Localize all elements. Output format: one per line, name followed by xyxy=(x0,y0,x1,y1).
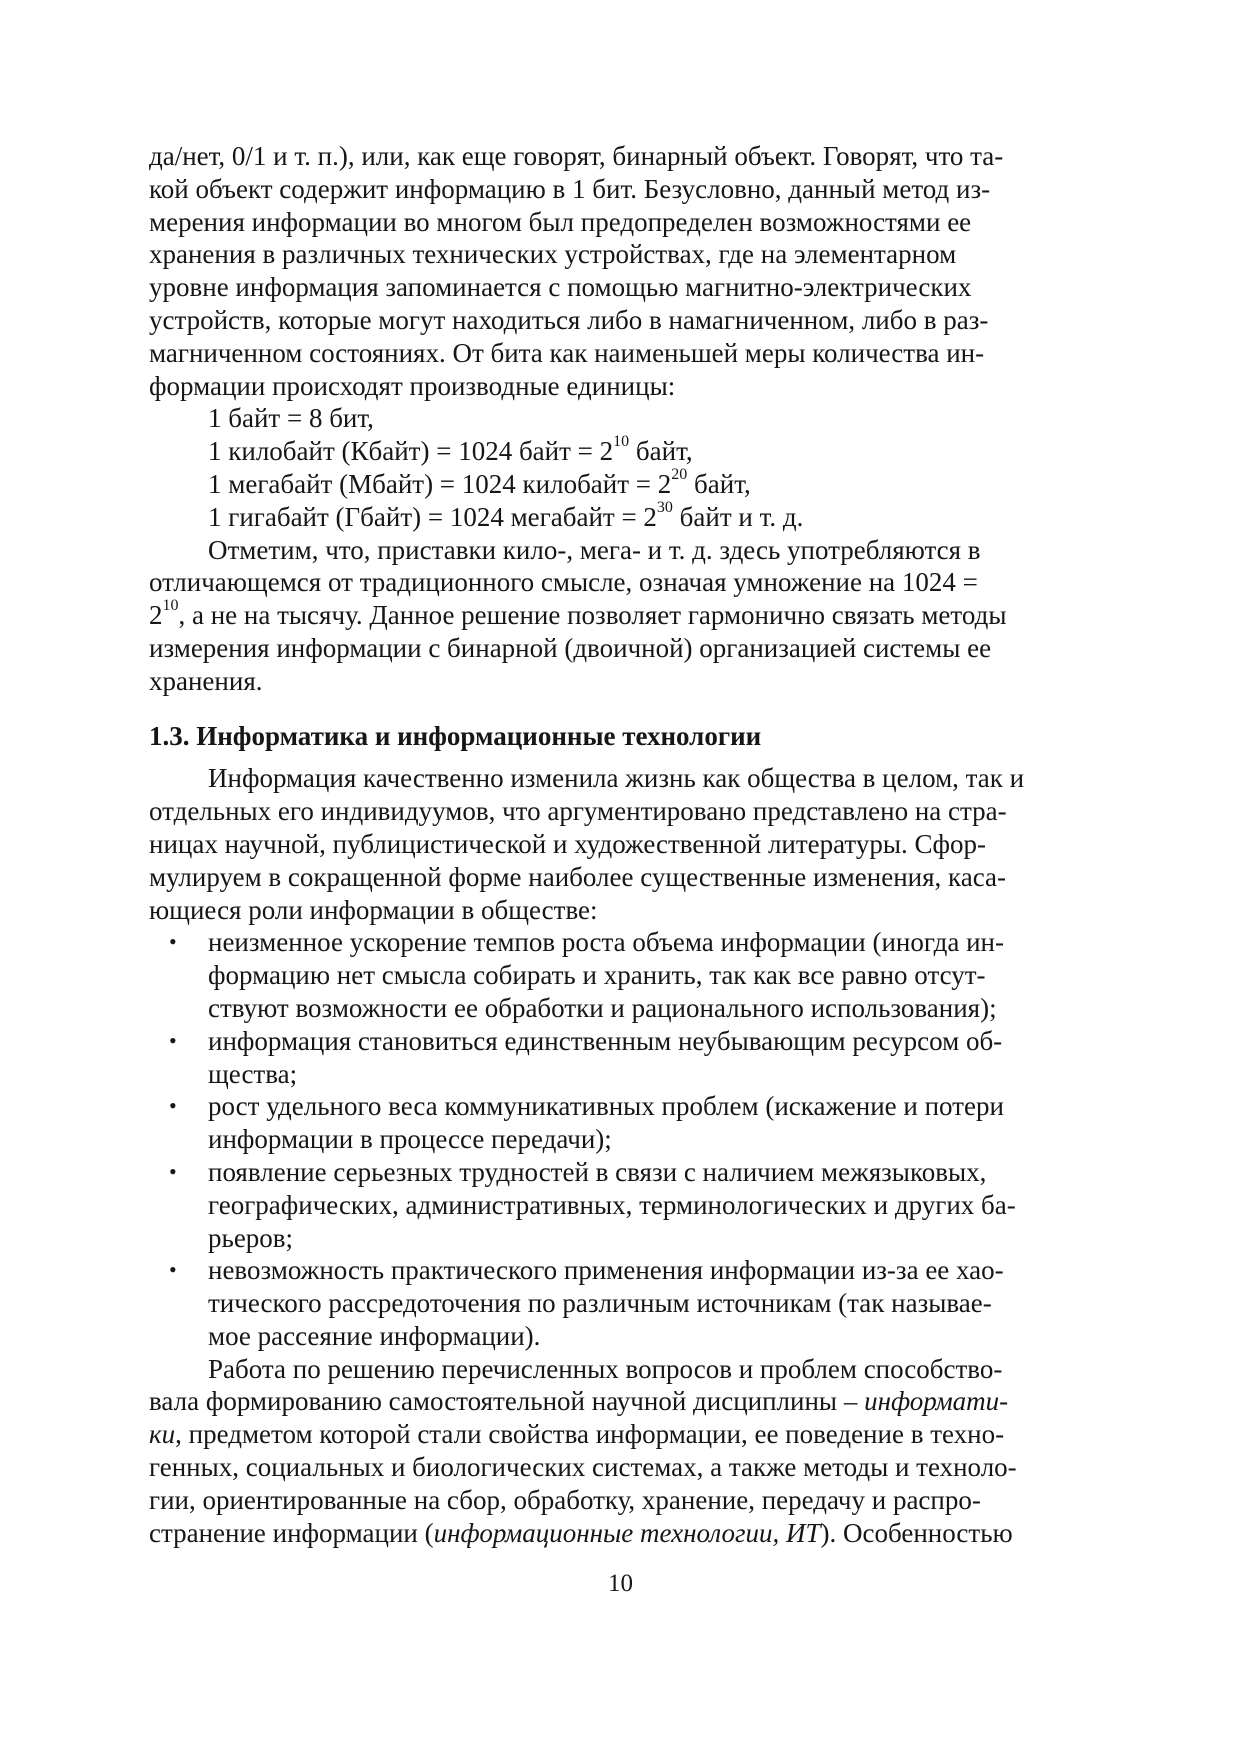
text-line: хранения в различных технических устройствах, где на элементарном xyxy=(149,239,957,270)
unit-gigabyte xyxy=(149,498,1103,534)
text-line: отличающемся от традиционного смысле, означая умножение на 1024 = xyxy=(149,567,978,598)
text-line: ствуют возможности ее обработки и рационального использования); xyxy=(208,992,997,1023)
unit-byte: 1 байт = 8 бит, xyxy=(208,403,374,434)
text-line: рьеров; xyxy=(208,1222,294,1253)
bullet-icon: • xyxy=(169,1027,177,1053)
bullet-icon: • xyxy=(169,1093,177,1119)
text-line: мулируем в сокращенной форме наиболее существенные изменения, каса- xyxy=(149,861,1006,892)
text-line: устройств, которые могут находиться либо в намагниченном, либо в раз- xyxy=(149,304,989,335)
text-line: ющиеся роли информации в обществе: xyxy=(149,894,598,925)
paragraph-prefixes xyxy=(149,534,1103,698)
unit-text: байт, xyxy=(687,468,751,499)
text-line: информация становиться единственным неубывающим ресурсом об- xyxy=(208,1025,1003,1056)
text-line xyxy=(149,1418,1103,1451)
term-informatics: информати- xyxy=(864,1386,1009,1417)
bullet-icon: • xyxy=(169,1257,177,1283)
text-line: гии, ориентированные на сбор, обработку, хранение, передачу и распро- xyxy=(149,1484,981,1515)
text-line: да/нет, 0/1 и т. п.), или, как еще говорят, бинарный объект. Говорят, что та- xyxy=(149,141,1004,171)
text-line: появление серьезных трудностей в связи с наличием межязыковых, xyxy=(208,1156,987,1187)
list-item xyxy=(149,926,1103,1024)
page-content xyxy=(149,140,1103,1549)
text-line: уровне информация запоминается с помощью магнитно-электрических xyxy=(149,272,972,303)
text-line: измерения информации с бинарной (двоичной) организацией системы ее xyxy=(149,632,992,663)
text-line: генных, социальных и биологических системах, а также методы и техноло- xyxy=(149,1452,1017,1483)
paragraph-informatics xyxy=(149,1353,1103,1550)
text-fragment: 2 xyxy=(149,600,163,631)
text-fragment: , а не на тысячу. Данное решение позволяет гармонично связать методы xyxy=(178,600,1007,631)
section-heading: 1.3. Информатика и информационные технологии xyxy=(149,720,762,751)
paragraph-bit-definition xyxy=(149,140,1103,402)
exponent: 30 xyxy=(656,498,673,516)
text-line: невозможность практического применения информации из-за ее хао- xyxy=(208,1255,1004,1286)
term-informatics-cont: ки xyxy=(149,1419,176,1450)
unit-text: 1 килобайт (Кбайт) = 1024 байт = 2 xyxy=(208,436,614,467)
list-item xyxy=(149,1025,1103,1091)
exponent: 10 xyxy=(613,433,630,451)
text-line: Информация качественно изменила жизнь как общества в целом, так и xyxy=(208,763,1025,794)
text-line: географических, административных, терминологических и других ба- xyxy=(208,1189,1016,1220)
bullet-icon: • xyxy=(169,1158,177,1184)
text-line: мое рассеяние информации). xyxy=(208,1320,541,1351)
text-line: ницах научной, публицистической и художественной литературы. Сфор- xyxy=(149,828,987,859)
unit-megabyte xyxy=(149,465,1103,501)
text-line: отдельных его индивидуумов, что аргументировано представлено на стра- xyxy=(149,796,1007,827)
text-line: магниченном состояниях. От бита как наименьшей меры количества ин- xyxy=(149,337,985,368)
text-line: кой объект содержит информацию в 1 бит. Безусловно, данный метод из- xyxy=(149,173,991,204)
list-item xyxy=(149,1254,1103,1352)
term-information-technologies: информационные технологии, ИТ xyxy=(433,1517,821,1548)
text-fragment: странение информации ( xyxy=(149,1517,434,1548)
text-line: Отметим, что, приставки кило-, мега- и т. д. здесь употребляются в xyxy=(208,534,981,565)
text-line xyxy=(149,1517,1103,1550)
list-item xyxy=(149,1090,1103,1156)
paragraph-information-impact xyxy=(149,762,1103,926)
bullet-list xyxy=(149,926,1103,1352)
units-list xyxy=(149,402,1103,533)
text-line: тического рассредоточения по различным источникам (так называе- xyxy=(208,1288,992,1319)
text-fragment: вала формированию самостоятельной научной дисциплины – xyxy=(149,1386,865,1417)
text-fragment: , предметом которой стали свойства информации, ее поведение в техно- xyxy=(175,1419,1005,1450)
text-line: рост удельного веса коммуникативных проблем (искажение и потери xyxy=(208,1091,1004,1122)
exponent: 10 xyxy=(162,597,179,615)
text-line: неизменное ускорение темпов роста объема информации (иногда ин- xyxy=(208,927,1004,958)
text-line: щества; xyxy=(208,1058,298,1089)
exponent: 20 xyxy=(671,465,688,483)
unit-kilobyte xyxy=(149,435,1103,468)
unit-text: байт, xyxy=(629,436,693,467)
unit-text: 1 гигабайт (Гбайт) = 1024 мегабайт = 2 xyxy=(208,501,657,532)
bullet-icon: • xyxy=(169,929,177,955)
text-line: хранения. xyxy=(149,665,263,696)
text-line xyxy=(149,1385,1103,1418)
text-line: формации происходят производные единицы: xyxy=(149,370,676,401)
unit-text: байт и т. д. xyxy=(672,501,804,532)
text-line: формацию нет смысла собирать и хранить, так как все равно отсут- xyxy=(208,960,986,991)
text-line: информации в процессе передачи); xyxy=(208,1124,612,1155)
text-line: мерения информации во многом был предопределен возможностями ее xyxy=(149,206,972,237)
text-line xyxy=(149,599,1103,632)
list-item xyxy=(149,1156,1103,1254)
unit-text: 1 мегабайт (Мбайт) = 1024 килобайт = 2 xyxy=(208,468,672,499)
text-fragment: ). Особенностью xyxy=(820,1517,1013,1548)
text-line: Работа по решению перечисленных вопросов и проблем способство- xyxy=(208,1353,1003,1384)
page-number: 10 xyxy=(608,1570,633,1597)
